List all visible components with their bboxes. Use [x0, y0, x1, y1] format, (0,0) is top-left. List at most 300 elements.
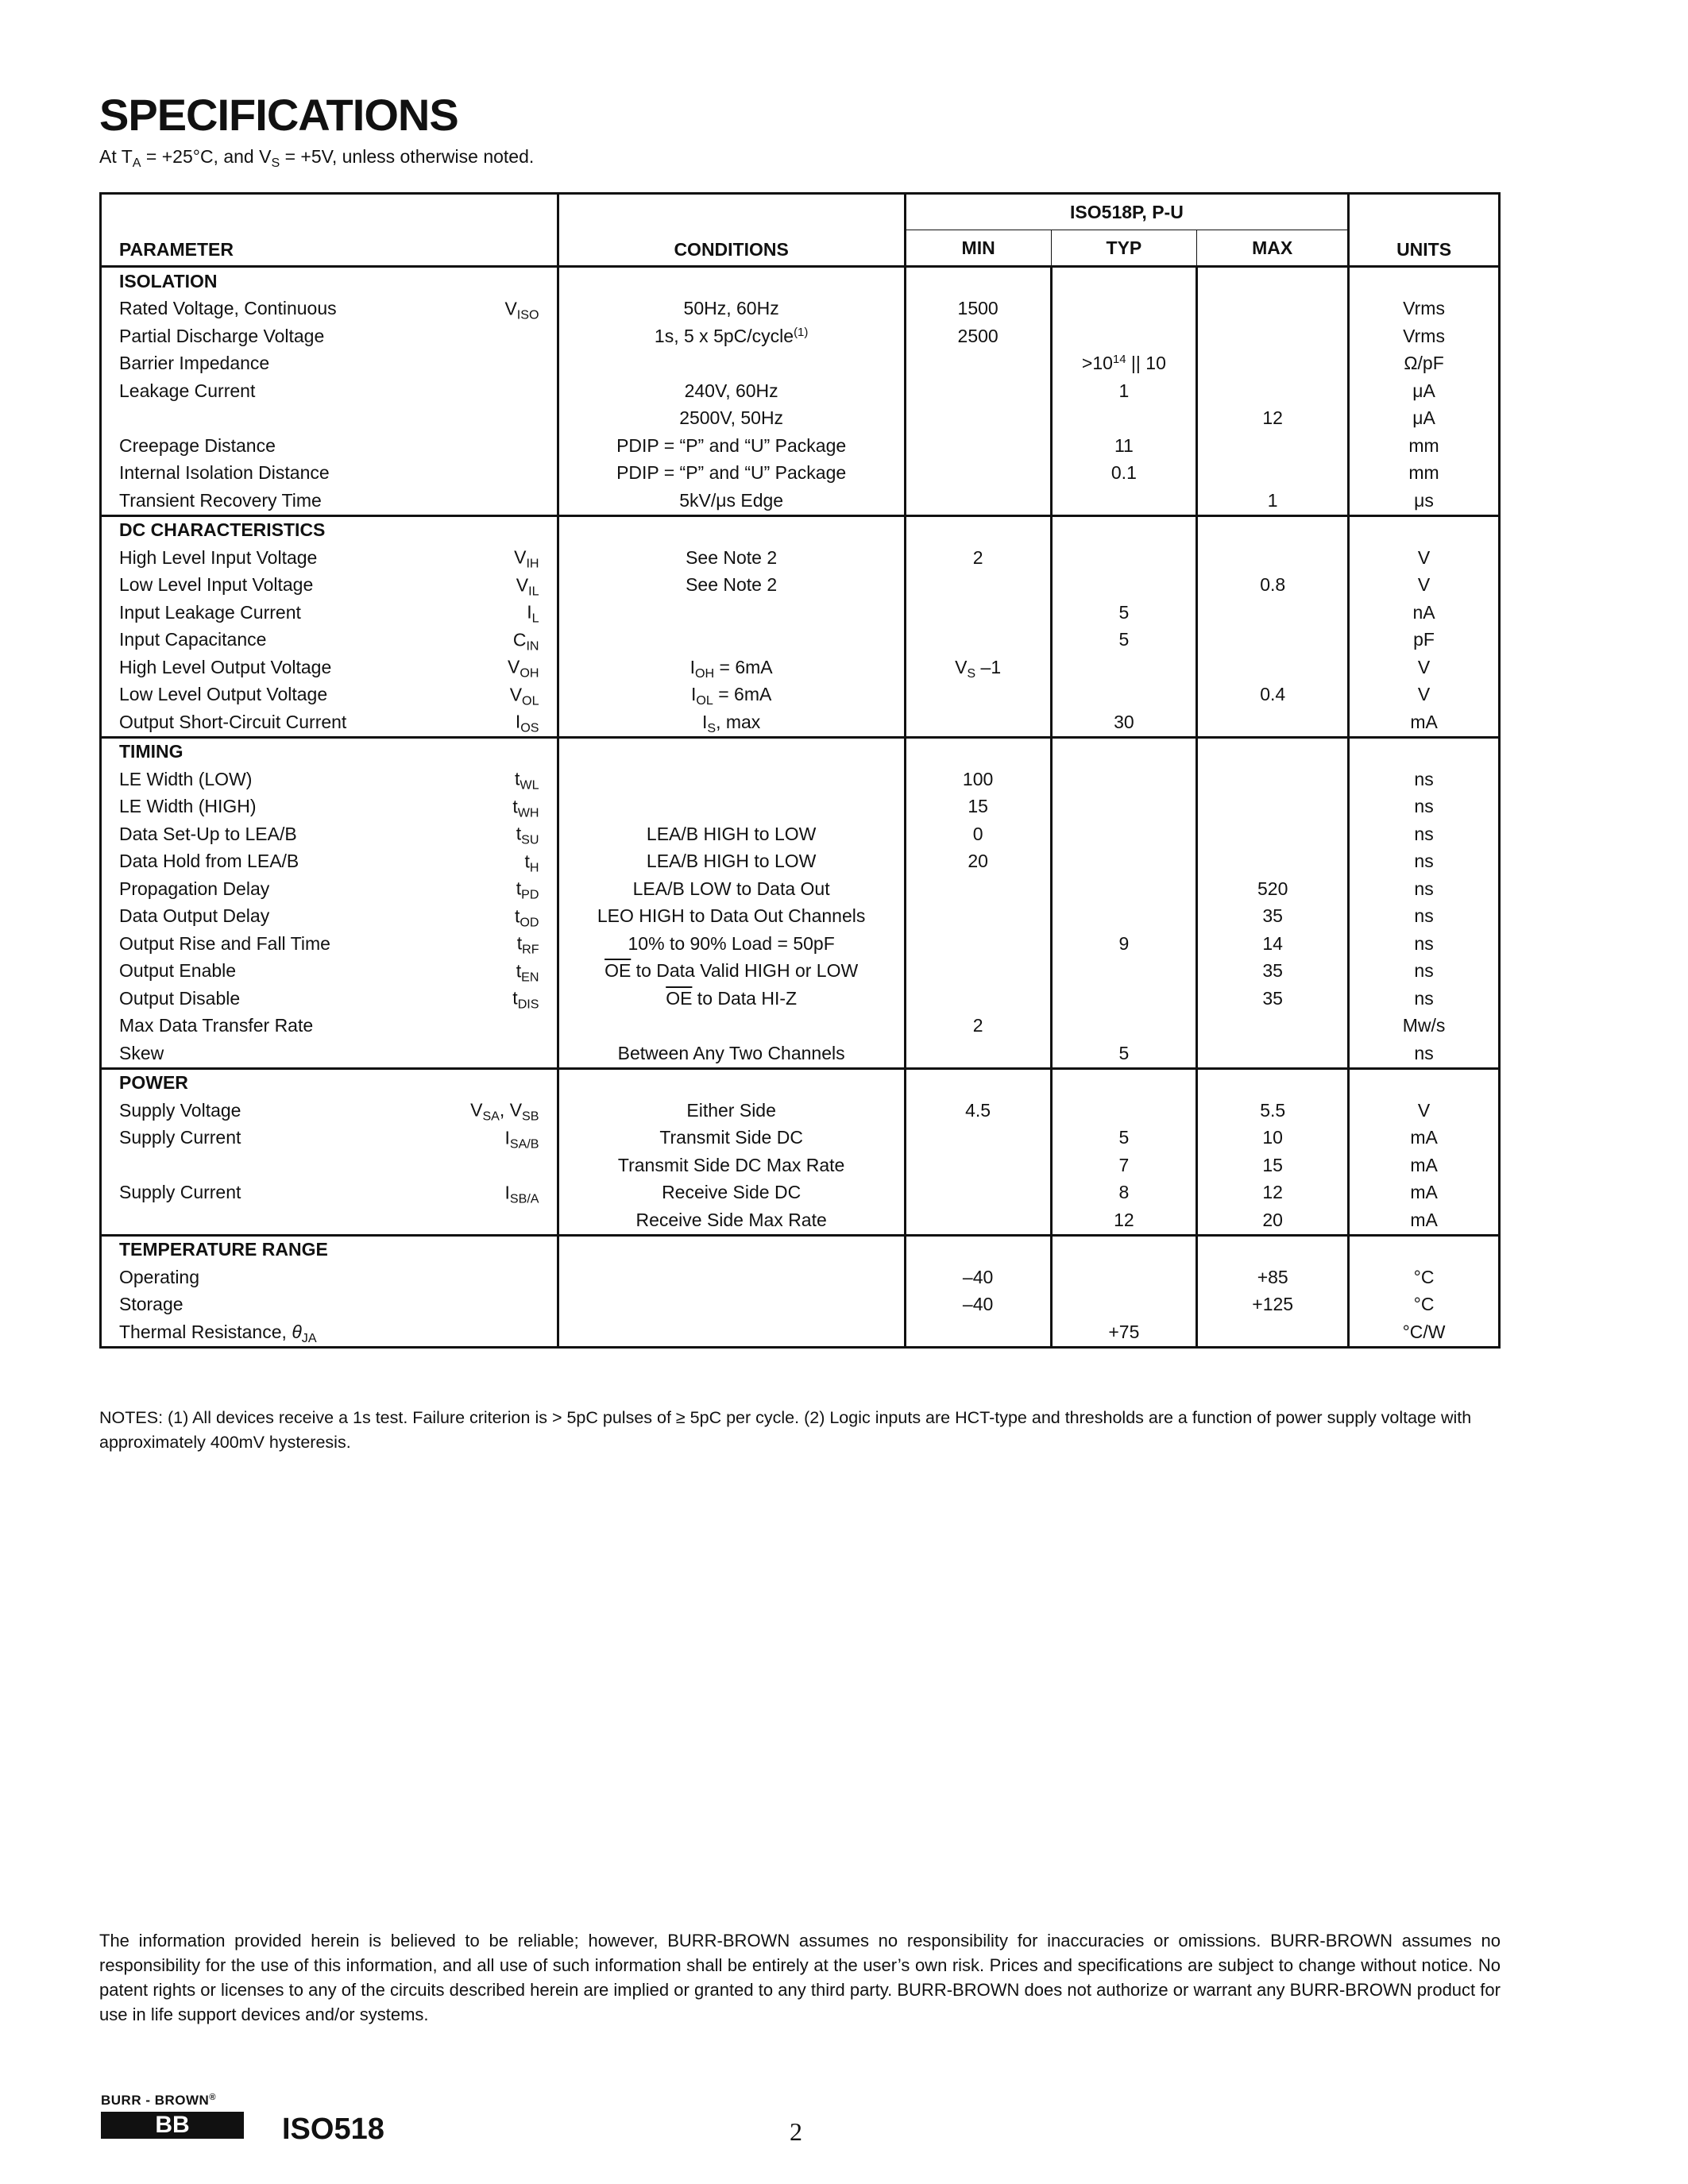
max-cell [1197, 1206, 1349, 1235]
conditions-cell [558, 627, 905, 654]
parameter-symbol [470, 1099, 539, 1124]
typ-cell [1051, 322, 1197, 350]
parameter-name: Supply Current [119, 1127, 241, 1148]
empty-cell [1197, 267, 1349, 295]
typ-cell [1051, 903, 1197, 931]
parameter-cell [101, 903, 558, 931]
min-cell [905, 793, 1051, 821]
symbol-letter: I [515, 711, 521, 732]
parameter-name: Input Leakage Current [119, 601, 301, 623]
section-header-row [101, 267, 1500, 295]
symbol-letter: t [512, 796, 518, 817]
parameter-cell [101, 958, 558, 986]
parameter-cell [101, 985, 558, 1013]
units-value: mA [1410, 1182, 1438, 1203]
parameter-symbol [516, 824, 539, 845]
symbol-subscript: OL [522, 693, 539, 708]
parameter-symbol [504, 1182, 539, 1206]
min-tail: –1 [975, 656, 1002, 677]
parameter-symbol [515, 905, 539, 930]
parameter-name: High Level Output Voltage [119, 656, 332, 677]
units-cell [1349, 985, 1500, 1013]
min-cell [905, 1152, 1051, 1179]
parameter-cell [101, 1040, 558, 1068]
conditions-text: LEA/B HIGH to LOW [646, 823, 817, 844]
max-value: +125 [1252, 1294, 1294, 1315]
section-title: DC CHARACTERISTICS [101, 515, 558, 544]
conditions-tail: = 6mA [713, 684, 772, 705]
parameter-name: Data Output Delay [119, 905, 270, 927]
typ-value: 8 [1118, 1182, 1130, 1203]
parameter-symbol [512, 629, 539, 654]
units-value: Ω/pF [1404, 353, 1444, 374]
logo-bb-mark: BB [155, 2112, 190, 2138]
units-value: V [1417, 684, 1431, 705]
parameter-name: Transient Recovery Time [119, 489, 322, 511]
typ-cell [1051, 766, 1197, 793]
conditions-cell [558, 572, 905, 600]
symbol-subscript: PD [521, 887, 539, 902]
max-cell [1197, 295, 1349, 323]
min-cell [905, 1206, 1051, 1235]
registered-mark: ® [209, 2092, 216, 2102]
min-cell [905, 295, 1051, 323]
conditions-cell [558, 793, 905, 821]
spec-row [101, 627, 1500, 654]
conditions-text: 1s, 5 x 5pC/cycle [654, 325, 794, 346]
units-value: μs [1414, 489, 1434, 511]
max-cell [1197, 654, 1349, 681]
units-value: ns [1414, 1042, 1434, 1063]
spec-row [101, 1291, 1500, 1319]
empty-cell [1051, 267, 1197, 295]
empty-cell [1197, 737, 1349, 766]
conditions-cell [558, 1291, 905, 1319]
conditions-cell [558, 1318, 905, 1347]
units-cell [1349, 930, 1500, 958]
parameter-symbol [512, 796, 539, 820]
conditions-text: 2500V, 50Hz [679, 407, 784, 429]
spec-row [101, 1206, 1500, 1235]
max-cell [1197, 599, 1349, 627]
units-cell [1349, 1291, 1500, 1319]
spec-row [101, 903, 1500, 931]
units-cell [1349, 599, 1500, 627]
max-value: 35 [1262, 960, 1283, 982]
units-cell [1349, 793, 1500, 821]
units-value: °C [1413, 1266, 1435, 1287]
parameter-cell [101, 460, 558, 488]
conditions-text: LEA/B LOW to Data Out [632, 878, 830, 899]
typ-cell [1051, 848, 1197, 876]
spec-row [101, 405, 1500, 433]
min-value: V [955, 656, 968, 677]
typ-cell [1051, 487, 1197, 515]
empty-cell [905, 737, 1051, 766]
typ-value: 5 [1118, 1127, 1130, 1148]
min-cell [905, 875, 1051, 903]
units-cell [1349, 1264, 1500, 1291]
max-cell [1197, 377, 1349, 405]
spec-row [101, 958, 1500, 986]
empty-cell [1051, 737, 1197, 766]
spec-row [101, 1179, 1500, 1207]
symbol-subscript: WH [517, 805, 539, 820]
empty-cell [1349, 267, 1500, 295]
conditions-cell [558, 322, 905, 350]
conditions-text: 10% to 90% Load = 50pF [628, 932, 835, 954]
min-cell [905, 627, 1051, 654]
disclaimer: The information provided herein is believed to be reliable; however, BURR-BROWN assumes no responsibility for inaccuracies or omissions. BURR-BROWN assumes no responsibility for the use of this information, and all use of such information shall be entirely at the user’s own risk. Prices and specifications are subject to change without notice. No patent rights or licenses to any of the circuits described herein are implied or granted to any third party. BURR-BROWN does not authorize or warrant any BURR-BROWN product for use in life support devices and/or systems. [99, 1931, 1501, 2024]
parameter-cell [101, 654, 558, 681]
max-value: 20 [1262, 1209, 1283, 1230]
parameter-cell [101, 1125, 558, 1152]
min-cell [905, 903, 1051, 931]
empty-cell [558, 1068, 905, 1097]
min-value: 2 [972, 1015, 983, 1036]
spec-row [101, 708, 1500, 737]
conditions-tail: , max [716, 711, 761, 732]
spec-row [101, 432, 1500, 460]
conditions-text: Receive Side DC [662, 1182, 802, 1203]
typ-value: +75 [1108, 1321, 1140, 1342]
conditions-cell [558, 930, 905, 958]
units-cell [1349, 350, 1500, 378]
max-cell [1197, 350, 1349, 378]
parameter-cell [101, 820, 558, 848]
typ-cell [1051, 1040, 1197, 1068]
min-cell [905, 544, 1051, 572]
max-cell [1197, 681, 1349, 709]
conditions-cell [558, 903, 905, 931]
parameter-name: Output Rise and Fall Time [119, 932, 330, 954]
min-cell [905, 1097, 1051, 1125]
max-cell [1197, 1264, 1349, 1291]
spec-row [101, 377, 1500, 405]
parameter-cell [101, 295, 558, 323]
symbol-subscript-2: SB [522, 1109, 539, 1124]
symbol-subscript: IL [528, 584, 539, 599]
parameter-subscript: JA [301, 1330, 317, 1345]
parameter-name: Creepage Distance [119, 434, 276, 456]
typ-cell [1051, 544, 1197, 572]
units-value: mA [1410, 1127, 1438, 1148]
typ-value: 0.1 [1111, 462, 1137, 484]
symbol-subscript: OS [520, 720, 539, 735]
typ-value: 5 [1118, 1042, 1130, 1063]
conditions-text: See Note 2 [686, 546, 778, 568]
section-header-row [101, 1068, 1500, 1097]
min-cell [905, 322, 1051, 350]
typ-cell [1051, 432, 1197, 460]
conditions-text: Transmit Side DC [659, 1127, 803, 1148]
units-value: ns [1414, 768, 1434, 789]
parameter-cell [101, 1206, 558, 1235]
symbol-letter: t [516, 878, 522, 899]
empty-cell [905, 267, 1051, 295]
symbol-letter: V [514, 546, 527, 568]
section-title: TIMING [101, 737, 558, 766]
min-subscript: S [967, 666, 976, 681]
min-cell [905, 1125, 1051, 1152]
logo-wordmark: BURR - BROWN [101, 2093, 210, 2108]
units-value: nA [1412, 601, 1435, 623]
min-value: 20 [968, 851, 988, 872]
note-reference: (1) [794, 325, 809, 339]
units-cell [1349, 572, 1500, 600]
typ-cell [1051, 875, 1197, 903]
empty-cell [1349, 737, 1500, 766]
min-cell [905, 487, 1051, 515]
units-value: μA [1412, 380, 1435, 401]
conditions-cell [558, 487, 905, 515]
max-cell [1197, 1179, 1349, 1207]
min-cell [905, 350, 1051, 378]
spec-row [101, 572, 1500, 600]
parameter-cell [101, 1013, 558, 1040]
conditions-text: Between Any Two Channels [617, 1042, 845, 1063]
parameter-cell [101, 848, 558, 876]
parameter-symbol [516, 712, 539, 733]
min-cell [905, 654, 1051, 681]
min-cell [905, 820, 1051, 848]
typ-cell [1051, 599, 1197, 627]
section-header-row [101, 515, 1500, 544]
parameter-cell [101, 432, 558, 460]
units-cell [1349, 1206, 1500, 1235]
parameter-name: Input Capacitance [119, 629, 267, 650]
test-conditions-note: At $T_A = +25^\circ C$, and $V_S = +5V$, unless otherwise noted. [99, 146, 535, 170]
spec-row [101, 766, 1500, 793]
units-cell [1349, 295, 1500, 323]
parameter-cell [101, 377, 558, 405]
conditions-text: LEO HIGH to Data Out Channels [597, 905, 866, 927]
units-value: ns [1414, 987, 1434, 1009]
typ-cell [1051, 793, 1197, 821]
parameter-name: Data Hold from LEA/B [119, 851, 299, 872]
max-cell [1197, 1291, 1349, 1319]
spec-row [101, 1318, 1500, 1347]
header-conditions: CONDITIONS [558, 194, 905, 267]
units-cell [1349, 377, 1500, 405]
units-value: ns [1414, 851, 1434, 872]
typ-value: 30 [1114, 711, 1134, 732]
max-cell [1197, 432, 1349, 460]
min-cell [905, 1318, 1051, 1347]
header-parameter: PARAMETER [101, 194, 558, 267]
parameter-name: Propagation Delay [119, 878, 270, 899]
min-cell [905, 766, 1051, 793]
parameter-cell [101, 681, 558, 709]
symbol-subscript: IH [526, 556, 539, 571]
empty-cell [1051, 1068, 1197, 1097]
symbol-letter: C [512, 629, 527, 650]
max-cell [1197, 1152, 1349, 1179]
empty-cell [1197, 1235, 1349, 1264]
max-value: +85 [1257, 1266, 1288, 1287]
conditions-cell [558, 848, 905, 876]
burr-brown-logo [101, 2093, 244, 2139]
min-cell [905, 1013, 1051, 1040]
parameter-cell [101, 1318, 558, 1347]
symbol-subscript: SB/A [509, 1191, 539, 1206]
typ-cell [1051, 350, 1197, 378]
max-value: 10 [1262, 1127, 1283, 1148]
conditions-text: I [701, 711, 708, 732]
units-value: Mw/s [1402, 1015, 1446, 1036]
parameter-cell [101, 322, 558, 350]
spec-row [101, 875, 1500, 903]
typ-value: 9 [1118, 932, 1130, 954]
empty-cell [1349, 515, 1500, 544]
conditions-cell [558, 820, 905, 848]
units-value: Vrms [1403, 325, 1445, 346]
parameter-name: Output Short-Circuit Current [119, 711, 347, 732]
min-value: 2500 [957, 325, 999, 346]
max-cell [1197, 1013, 1349, 1040]
typ-cell [1051, 681, 1197, 709]
max-value: 12 [1262, 1182, 1283, 1203]
conditions-tail: = 6mA [714, 656, 773, 677]
parameter-cell [101, 708, 558, 737]
parameter-name: Internal Isolation Distance [119, 462, 330, 484]
conditions-cell [558, 1152, 905, 1179]
units-value: ns [1414, 960, 1434, 982]
empty-cell [558, 737, 905, 766]
symbol-letter: V [470, 1099, 483, 1121]
parameter-cell [101, 544, 558, 572]
parameter-cell [101, 793, 558, 821]
conditions-cell [558, 708, 905, 737]
typ-value: 5 [1118, 601, 1130, 623]
table-notes: NOTES: (1) All devices receive a 1s test. Failure criterion is > 5pC pulses of ≥ 5pC per cycle. (2) Logic inputs are HCT-type and thresholds are a function of power supply voltage with approximately 400mV hysteresis. [99, 1408, 1472, 1452]
typ-cell [1051, 405, 1197, 433]
symbol-letter: I [504, 1127, 510, 1148]
symbol-letter: I [527, 601, 532, 623]
max-value: 35 [1262, 905, 1283, 927]
typ-tail: || 10 [1126, 353, 1166, 374]
conditions-cell [558, 1040, 905, 1068]
typ-value: 5 [1118, 629, 1130, 650]
parameter-symbol [516, 574, 539, 599]
empty-cell [558, 267, 905, 295]
parameter-cell [101, 1179, 558, 1207]
max-cell [1197, 1040, 1349, 1068]
conditions-subscript: OL [696, 693, 713, 708]
conditions-cell [558, 377, 905, 405]
typ-value: >10 [1081, 353, 1113, 374]
conditions-text: I [690, 684, 697, 705]
spec-row [101, 681, 1500, 709]
parameter-name: Rated Voltage, Continuous [119, 298, 337, 319]
typ-cell [1051, 627, 1197, 654]
units-value: Vrms [1403, 298, 1445, 319]
header-max: MAX [1197, 230, 1349, 267]
conditions-cell [558, 1125, 905, 1152]
parameter-cell [101, 350, 558, 378]
empty-cell [905, 1235, 1051, 1264]
typ-cell [1051, 1152, 1197, 1179]
parameter-name: Leakage Current [119, 380, 256, 401]
typ-cell [1051, 460, 1197, 488]
symbol-letter: t [512, 987, 518, 1009]
symbol-letter: I [504, 1182, 510, 1203]
section-header-row [101, 737, 1500, 766]
parameter-cell [101, 1097, 558, 1125]
parameter-name: Output Disable [119, 987, 241, 1009]
parameter-name: Output Enable [119, 960, 237, 982]
spec-row [101, 460, 1500, 488]
parameter-name: Thermal Resistance, [119, 1321, 292, 1342]
typ-cell [1051, 820, 1197, 848]
conditions-text: to Data Valid HIGH or LOW [631, 960, 859, 982]
max-cell [1197, 930, 1349, 958]
max-value: 0.4 [1260, 684, 1286, 705]
spec-row [101, 820, 1500, 848]
theta-symbol: θ [292, 1321, 302, 1342]
units-value: μA [1412, 407, 1435, 429]
symbol-subscript: ISO [516, 307, 539, 322]
parameter-name: Max Data Transfer Rate [119, 1015, 314, 1036]
symbol-separator: , V [499, 1099, 523, 1121]
symbol-subscript: RF [522, 942, 539, 957]
units-value: ns [1414, 823, 1434, 844]
parameter-symbol [515, 768, 539, 793]
min-cell [905, 599, 1051, 627]
empty-cell [1197, 1068, 1349, 1097]
units-value: V [1417, 546, 1431, 568]
min-cell [905, 681, 1051, 709]
conditions-cell [558, 1179, 905, 1207]
typ-cell [1051, 377, 1197, 405]
min-value: 1500 [957, 298, 999, 319]
spec-row [101, 1013, 1500, 1040]
spec-row [101, 322, 1500, 350]
units-cell [1349, 627, 1500, 654]
units-value: mm [1408, 434, 1439, 456]
min-value: –40 [962, 1266, 994, 1287]
symbol-subscript: WL [520, 778, 539, 793]
parameter-symbol [514, 547, 539, 569]
units-cell [1349, 544, 1500, 572]
typ-value: 11 [1114, 434, 1134, 456]
parameter-symbol [508, 656, 539, 681]
parameter-symbol [504, 298, 539, 322]
max-cell [1197, 708, 1349, 737]
conditions-text: See Note 2 [686, 574, 778, 596]
symbol-letter: V [508, 656, 520, 677]
spec-row [101, 848, 1500, 876]
conditions-cell [558, 1097, 905, 1125]
spec-body [101, 267, 1500, 1348]
conditions-text: PDIP = “P” and “U” Package [616, 462, 847, 484]
min-cell [905, 1179, 1051, 1207]
max-cell [1197, 848, 1349, 876]
spec-row [101, 985, 1500, 1013]
conditions-text: PDIP = “P” and “U” Package [616, 434, 847, 456]
parameter-symbol [527, 601, 539, 626]
typ-cell [1051, 1206, 1197, 1235]
max-value: 12 [1262, 407, 1283, 429]
min-cell [905, 1040, 1051, 1068]
footer-part-number: ISO518 [282, 2113, 384, 2146]
page-number: 2 [790, 2117, 802, 2146]
parameter-cell [101, 875, 558, 903]
parameter-name: Supply Current [119, 1182, 241, 1203]
typ-exponent: 14 [1112, 353, 1126, 367]
typ-cell [1051, 1125, 1197, 1152]
empty-cell [905, 515, 1051, 544]
